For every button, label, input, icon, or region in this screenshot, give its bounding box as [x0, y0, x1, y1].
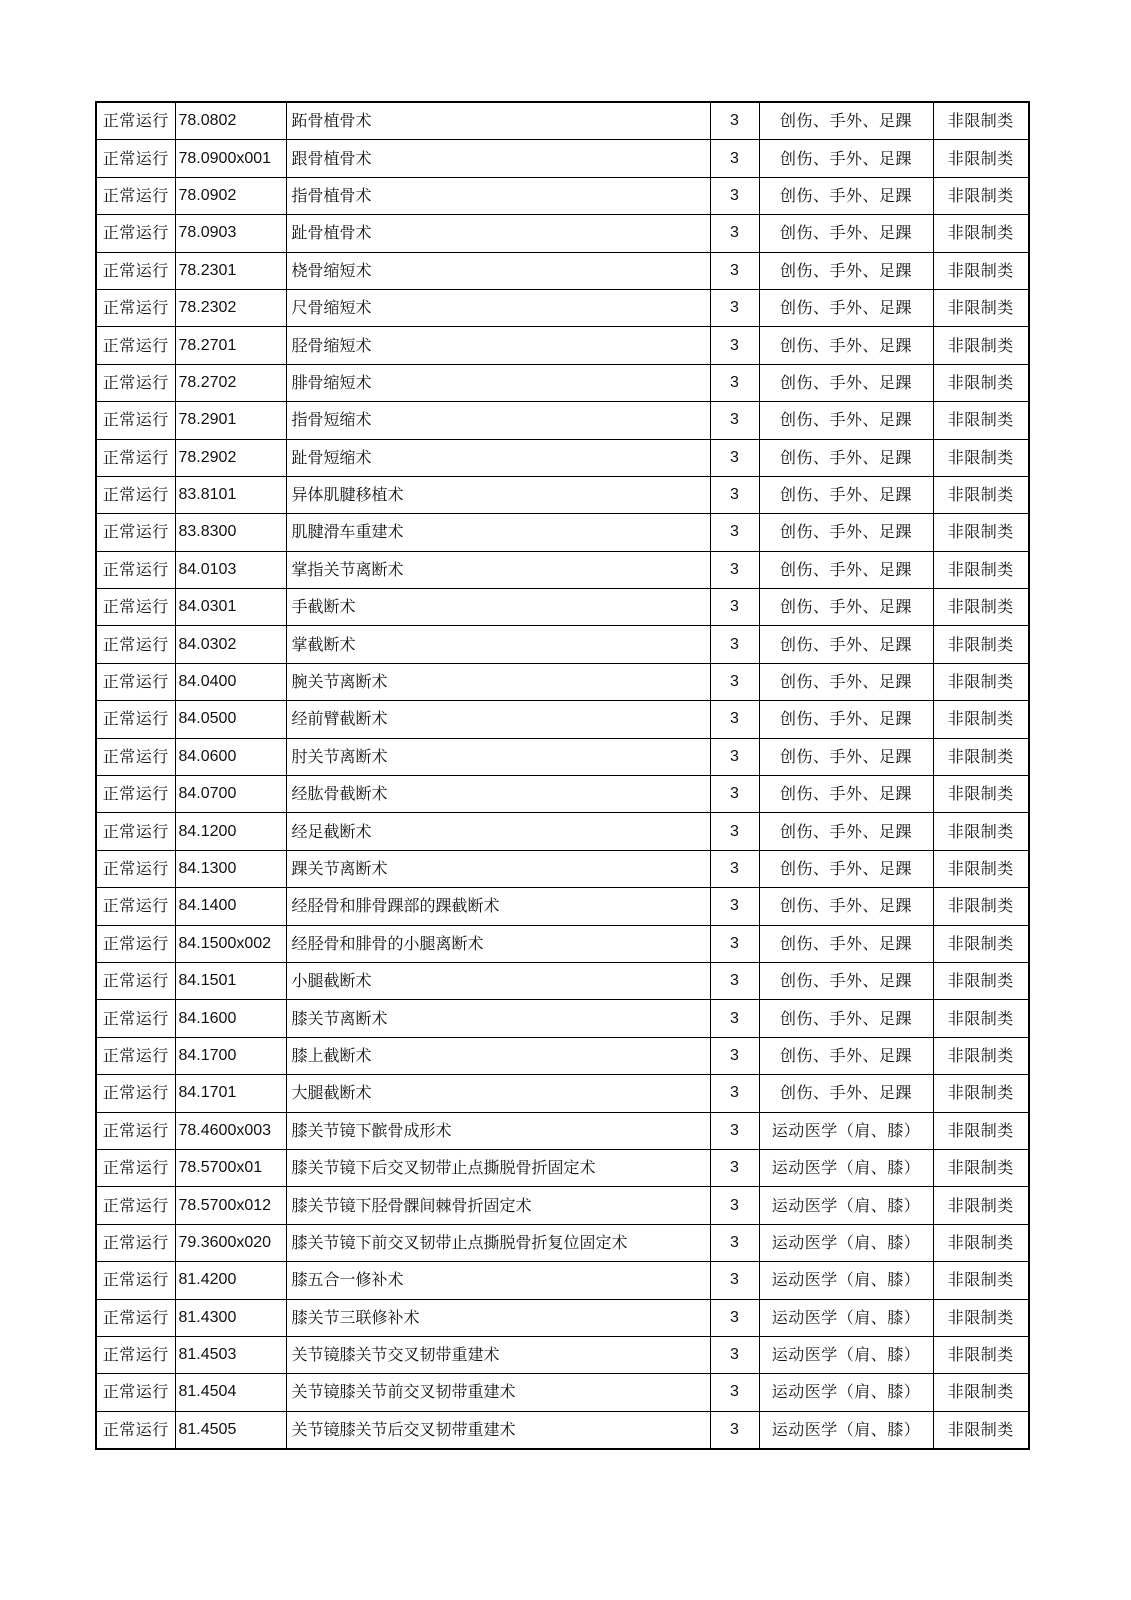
level-cell: 3 — [710, 289, 759, 326]
category-cell: 创伤、手外、足踝 — [759, 626, 933, 663]
status-cell: 正常运行 — [96, 776, 175, 813]
category-cell: 运动医学（肩、膝） — [759, 1336, 933, 1373]
status-cell: 正常运行 — [96, 962, 175, 999]
procedure-name-cell: 跖骨植骨术 — [286, 102, 710, 140]
status-cell: 正常运行 — [96, 1336, 175, 1373]
class-cell: 非限制类 — [933, 1299, 1029, 1336]
table-row — [96, 701, 1029, 738]
level-cell: 3 — [710, 925, 759, 962]
procedure-name-cell: 掌截断术 — [286, 626, 710, 663]
table-row — [96, 102, 1029, 140]
status-cell: 正常运行 — [96, 1224, 175, 1261]
class-cell: 非限制类 — [933, 140, 1029, 177]
level-cell: 3 — [710, 252, 759, 289]
status-cell: 正常运行 — [96, 1411, 175, 1449]
level-cell: 3 — [710, 102, 759, 140]
class-cell: 非限制类 — [933, 776, 1029, 813]
class-cell: 非限制类 — [933, 177, 1029, 214]
procedure-name-cell: 指骨植骨术 — [286, 177, 710, 214]
level-cell: 3 — [710, 850, 759, 887]
code-cell: 78.2901 — [175, 402, 286, 439]
class-cell: 非限制类 — [933, 962, 1029, 999]
procedure-name-cell: 腓骨缩短术 — [286, 364, 710, 401]
category-cell: 创伤、手外、足踝 — [759, 327, 933, 364]
table-row — [96, 738, 1029, 775]
procedure-name-cell: 膝关节镜下后交叉韧带止点撕脱骨折固定术 — [286, 1149, 710, 1186]
code-cell: 84.0400 — [175, 663, 286, 700]
class-cell: 非限制类 — [933, 1336, 1029, 1373]
status-cell: 正常运行 — [96, 589, 175, 626]
level-cell: 3 — [710, 140, 759, 177]
level-cell: 3 — [710, 215, 759, 252]
level-cell: 3 — [710, 1262, 759, 1299]
level-cell: 3 — [710, 589, 759, 626]
code-cell: 78.0802 — [175, 102, 286, 140]
status-cell: 正常运行 — [96, 102, 175, 140]
category-cell: 创伤、手外、足踝 — [759, 962, 933, 999]
code-cell: 84.0103 — [175, 551, 286, 588]
category-cell: 创伤、手外、足踝 — [759, 888, 933, 925]
level-cell: 3 — [710, 327, 759, 364]
status-cell: 正常运行 — [96, 925, 175, 962]
procedure-name-cell: 经前臂截断术 — [286, 701, 710, 738]
code-cell: 84.0600 — [175, 738, 286, 775]
category-cell: 创伤、手外、足踝 — [759, 439, 933, 476]
procedure-name-cell: 关节镜膝关节后交叉韧带重建术 — [286, 1411, 710, 1449]
table-row — [96, 215, 1029, 252]
code-cell: 81.4504 — [175, 1374, 286, 1411]
table-row — [96, 663, 1029, 700]
procedure-name-cell: 膝关节镜下髌骨成形术 — [286, 1112, 710, 1149]
procedure-name-cell: 腕关节离断术 — [286, 663, 710, 700]
class-cell: 非限制类 — [933, 850, 1029, 887]
level-cell: 3 — [710, 1037, 759, 1074]
table-row — [96, 402, 1029, 439]
level-cell: 3 — [710, 1000, 759, 1037]
level-cell: 3 — [710, 626, 759, 663]
class-cell: 非限制类 — [933, 888, 1029, 925]
category-cell: 运动医学（肩、膝） — [759, 1374, 933, 1411]
procedure-name-cell: 异体肌腱移植术 — [286, 476, 710, 513]
code-cell: 84.1400 — [175, 888, 286, 925]
category-cell: 创伤、手外、足踝 — [759, 514, 933, 551]
procedure-table — [95, 101, 1030, 1450]
class-cell: 非限制类 — [933, 626, 1029, 663]
table-row — [96, 1374, 1029, 1411]
category-cell: 运动医学（肩、膝） — [759, 1112, 933, 1149]
level-cell: 3 — [710, 1112, 759, 1149]
category-cell: 创伤、手外、足踝 — [759, 252, 933, 289]
category-cell: 创伤、手外、足踝 — [759, 701, 933, 738]
status-cell: 正常运行 — [96, 402, 175, 439]
procedure-name-cell: 经胫骨和腓骨的小腿离断术 — [286, 925, 710, 962]
procedure-name-cell: 经足截断术 — [286, 813, 710, 850]
code-cell: 78.5700x01 — [175, 1149, 286, 1186]
category-cell: 创伤、手外、足踝 — [759, 663, 933, 700]
code-cell: 78.2302 — [175, 289, 286, 326]
table-row — [96, 925, 1029, 962]
category-cell: 创伤、手外、足踝 — [759, 102, 933, 140]
table-row — [96, 476, 1029, 513]
code-cell: 84.1501 — [175, 962, 286, 999]
level-cell: 3 — [710, 1336, 759, 1373]
procedure-name-cell: 掌指关节离断术 — [286, 551, 710, 588]
class-cell: 非限制类 — [933, 1411, 1029, 1449]
category-cell: 运动医学（肩、膝） — [759, 1224, 933, 1261]
code-cell: 84.1200 — [175, 813, 286, 850]
class-cell: 非限制类 — [933, 1037, 1029, 1074]
class-cell: 非限制类 — [933, 813, 1029, 850]
code-cell: 84.1701 — [175, 1075, 286, 1112]
procedure-name-cell: 趾骨短缩术 — [286, 439, 710, 476]
category-cell: 创伤、手外、足踝 — [759, 589, 933, 626]
level-cell: 3 — [710, 439, 759, 476]
table-row — [96, 551, 1029, 588]
status-cell: 正常运行 — [96, 439, 175, 476]
level-cell: 3 — [710, 551, 759, 588]
status-cell: 正常运行 — [96, 813, 175, 850]
category-cell: 创伤、手外、足踝 — [759, 776, 933, 813]
class-cell: 非限制类 — [933, 1000, 1029, 1037]
class-cell: 非限制类 — [933, 289, 1029, 326]
status-cell: 正常运行 — [96, 215, 175, 252]
table-row — [96, 589, 1029, 626]
class-cell: 非限制类 — [933, 663, 1029, 700]
class-cell: 非限制类 — [933, 551, 1029, 588]
procedure-name-cell: 桡骨缩短术 — [286, 252, 710, 289]
status-cell: 正常运行 — [96, 626, 175, 663]
class-cell: 非限制类 — [933, 102, 1029, 140]
procedure-name-cell: 跟骨植骨术 — [286, 140, 710, 177]
status-cell: 正常运行 — [96, 1262, 175, 1299]
code-cell: 81.4503 — [175, 1336, 286, 1373]
table-row — [96, 1187, 1029, 1224]
category-cell: 运动医学（肩、膝） — [759, 1149, 933, 1186]
code-cell: 78.2701 — [175, 327, 286, 364]
status-cell: 正常运行 — [96, 1075, 175, 1112]
procedure-table-body — [96, 102, 1029, 1449]
procedure-name-cell: 踝关节离断术 — [286, 850, 710, 887]
status-cell: 正常运行 — [96, 476, 175, 513]
status-cell: 正常运行 — [96, 888, 175, 925]
procedure-name-cell: 手截断术 — [286, 589, 710, 626]
code-cell: 83.8300 — [175, 514, 286, 551]
category-cell: 创伤、手外、足踝 — [759, 925, 933, 962]
status-cell: 正常运行 — [96, 663, 175, 700]
category-cell: 创伤、手外、足踝 — [759, 177, 933, 214]
table-row — [96, 813, 1029, 850]
status-cell: 正常运行 — [96, 514, 175, 551]
procedure-name-cell: 膝关节镜下胫骨髁间棘骨折固定术 — [286, 1187, 710, 1224]
table-row — [96, 626, 1029, 663]
status-cell: 正常运行 — [96, 738, 175, 775]
procedure-name-cell: 膝关节镜下前交叉韧带止点撕脱骨折复位固定术 — [286, 1224, 710, 1261]
status-cell: 正常运行 — [96, 850, 175, 887]
procedure-name-cell: 大腿截断术 — [286, 1075, 710, 1112]
level-cell: 3 — [710, 701, 759, 738]
level-cell: 3 — [710, 776, 759, 813]
code-cell: 81.4505 — [175, 1411, 286, 1449]
table-row — [96, 252, 1029, 289]
category-cell: 创伤、手外、足踝 — [759, 140, 933, 177]
class-cell: 非限制类 — [933, 1187, 1029, 1224]
level-cell: 3 — [710, 364, 759, 401]
class-cell: 非限制类 — [933, 476, 1029, 513]
level-cell: 3 — [710, 1299, 759, 1336]
table-row — [96, 1299, 1029, 1336]
category-cell: 运动医学（肩、膝） — [759, 1262, 933, 1299]
level-cell: 3 — [710, 1224, 759, 1261]
code-cell: 84.1500x002 — [175, 925, 286, 962]
code-cell: 79.3600x020 — [175, 1224, 286, 1261]
status-cell: 正常运行 — [96, 551, 175, 588]
class-cell: 非限制类 — [933, 215, 1029, 252]
table-row — [96, 776, 1029, 813]
procedure-name-cell: 关节镜膝关节交叉韧带重建术 — [286, 1336, 710, 1373]
status-cell: 正常运行 — [96, 1187, 175, 1224]
level-cell: 3 — [710, 1149, 759, 1186]
status-cell: 正常运行 — [96, 701, 175, 738]
level-cell: 3 — [710, 514, 759, 551]
code-cell: 84.0700 — [175, 776, 286, 813]
table-row — [96, 1075, 1029, 1112]
table-row — [96, 514, 1029, 551]
class-cell: 非限制类 — [933, 1224, 1029, 1261]
procedure-name-cell: 肌腱滑车重建术 — [286, 514, 710, 551]
category-cell: 创伤、手外、足踝 — [759, 476, 933, 513]
table-row — [96, 1037, 1029, 1074]
status-cell: 正常运行 — [96, 1112, 175, 1149]
table-row — [96, 1224, 1029, 1261]
category-cell: 创伤、手外、足踝 — [759, 1075, 933, 1112]
procedure-name-cell: 指骨短缩术 — [286, 402, 710, 439]
status-cell: 正常运行 — [96, 289, 175, 326]
procedure-name-cell: 经肱骨截断术 — [286, 776, 710, 813]
category-cell: 创伤、手外、足踝 — [759, 813, 933, 850]
class-cell: 非限制类 — [933, 925, 1029, 962]
table-row — [96, 1000, 1029, 1037]
code-cell: 84.1300 — [175, 850, 286, 887]
code-cell: 78.4600x003 — [175, 1112, 286, 1149]
category-cell: 运动医学（肩、膝） — [759, 1187, 933, 1224]
code-cell: 78.0903 — [175, 215, 286, 252]
code-cell: 84.0301 — [175, 589, 286, 626]
level-cell: 3 — [710, 476, 759, 513]
table-row — [96, 962, 1029, 999]
class-cell: 非限制类 — [933, 738, 1029, 775]
table-row — [96, 850, 1029, 887]
status-cell: 正常运行 — [96, 1000, 175, 1037]
class-cell: 非限制类 — [933, 439, 1029, 476]
status-cell: 正常运行 — [96, 1149, 175, 1186]
table-row — [96, 1112, 1029, 1149]
table-row — [96, 364, 1029, 401]
code-cell: 83.8101 — [175, 476, 286, 513]
category-cell: 运动医学（肩、膝） — [759, 1411, 933, 1449]
table-row — [96, 140, 1029, 177]
class-cell: 非限制类 — [933, 701, 1029, 738]
code-cell: 78.0902 — [175, 177, 286, 214]
level-cell: 3 — [710, 663, 759, 700]
status-cell: 正常运行 — [96, 364, 175, 401]
procedure-name-cell: 膝关节离断术 — [286, 1000, 710, 1037]
status-cell: 正常运行 — [96, 1037, 175, 1074]
class-cell: 非限制类 — [933, 1075, 1029, 1112]
table-row — [96, 888, 1029, 925]
procedure-name-cell: 胫骨缩短术 — [286, 327, 710, 364]
class-cell: 非限制类 — [933, 589, 1029, 626]
level-cell: 3 — [710, 1411, 759, 1449]
code-cell: 84.1600 — [175, 1000, 286, 1037]
code-cell: 78.5700x012 — [175, 1187, 286, 1224]
status-cell: 正常运行 — [96, 252, 175, 289]
class-cell: 非限制类 — [933, 1374, 1029, 1411]
procedure-name-cell: 尺骨缩短术 — [286, 289, 710, 326]
table-row — [96, 1411, 1029, 1449]
procedure-name-cell: 膝五合一修补术 — [286, 1262, 710, 1299]
procedure-name-cell: 关节镜膝关节前交叉韧带重建术 — [286, 1374, 710, 1411]
code-cell: 81.4200 — [175, 1262, 286, 1299]
status-cell: 正常运行 — [96, 177, 175, 214]
class-cell: 非限制类 — [933, 1112, 1029, 1149]
class-cell: 非限制类 — [933, 514, 1029, 551]
class-cell: 非限制类 — [933, 327, 1029, 364]
level-cell: 3 — [710, 888, 759, 925]
category-cell: 创伤、手外、足踝 — [759, 738, 933, 775]
category-cell: 创伤、手外、足踝 — [759, 364, 933, 401]
code-cell: 84.0500 — [175, 701, 286, 738]
category-cell: 创伤、手外、足踝 — [759, 402, 933, 439]
table-row — [96, 1149, 1029, 1186]
procedure-name-cell: 膝上截断术 — [286, 1037, 710, 1074]
category-cell: 创伤、手外、足踝 — [759, 289, 933, 326]
level-cell: 3 — [710, 1075, 759, 1112]
procedure-name-cell: 小腿截断术 — [286, 962, 710, 999]
level-cell: 3 — [710, 1374, 759, 1411]
category-cell: 运动医学（肩、膝） — [759, 1299, 933, 1336]
table-row — [96, 327, 1029, 364]
code-cell: 78.2702 — [175, 364, 286, 401]
category-cell: 创伤、手外、足踝 — [759, 1000, 933, 1037]
level-cell: 3 — [710, 962, 759, 999]
level-cell: 3 — [710, 1187, 759, 1224]
procedure-name-cell: 膝关节三联修补术 — [286, 1299, 710, 1336]
category-cell: 创伤、手外、足踝 — [759, 850, 933, 887]
level-cell: 3 — [710, 402, 759, 439]
code-cell: 81.4300 — [175, 1299, 286, 1336]
table-row — [96, 439, 1029, 476]
level-cell: 3 — [710, 813, 759, 850]
table-row — [96, 1262, 1029, 1299]
category-cell: 创伤、手外、足踝 — [759, 551, 933, 588]
procedure-name-cell: 经胫骨和腓骨踝部的踝截断术 — [286, 888, 710, 925]
class-cell: 非限制类 — [933, 364, 1029, 401]
table-row — [96, 289, 1029, 326]
class-cell: 非限制类 — [933, 1262, 1029, 1299]
status-cell: 正常运行 — [96, 1374, 175, 1411]
code-cell: 78.2902 — [175, 439, 286, 476]
procedure-name-cell: 肘关节离断术 — [286, 738, 710, 775]
level-cell: 3 — [710, 177, 759, 214]
code-cell: 78.0900x001 — [175, 140, 286, 177]
status-cell: 正常运行 — [96, 1299, 175, 1336]
level-cell: 3 — [710, 738, 759, 775]
class-cell: 非限制类 — [933, 402, 1029, 439]
code-cell: 84.1700 — [175, 1037, 286, 1074]
class-cell: 非限制类 — [933, 1149, 1029, 1186]
procedure-name-cell: 趾骨植骨术 — [286, 215, 710, 252]
status-cell: 正常运行 — [96, 327, 175, 364]
category-cell: 创伤、手外、足踝 — [759, 1037, 933, 1074]
table-row — [96, 1336, 1029, 1373]
class-cell: 非限制类 — [933, 252, 1029, 289]
status-cell: 正常运行 — [96, 140, 175, 177]
code-cell: 84.0302 — [175, 626, 286, 663]
code-cell: 78.2301 — [175, 252, 286, 289]
table-row — [96, 177, 1029, 214]
category-cell: 创伤、手外、足踝 — [759, 215, 933, 252]
